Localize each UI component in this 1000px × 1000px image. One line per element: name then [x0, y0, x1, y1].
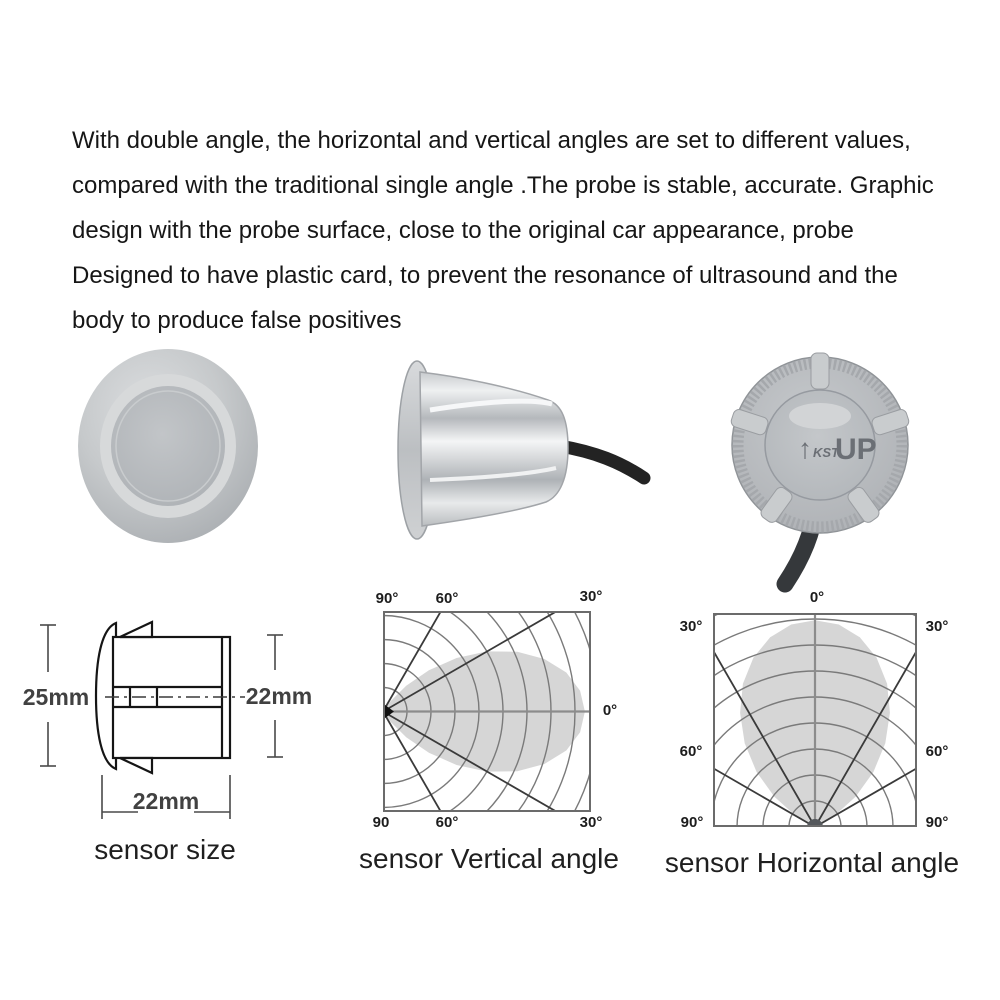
vertical-chart-tick-60-bottom: 60°: [435, 814, 459, 831]
sensor-side-view-image: [390, 350, 660, 540]
horizontal-chart-tick-60-right: 60°: [925, 743, 949, 760]
depth-dimension-label: 22mm: [245, 683, 313, 709]
height-dimension-label: 25mm: [22, 684, 90, 710]
orientation-marking: [798, 433, 877, 466]
up-marking: UP: [835, 433, 877, 466]
housing-tab: [811, 353, 829, 389]
description-line: Designed to have plastic card, to prevent the resonance of ultrasound and the: [72, 262, 898, 289]
product-photo-front-view: [70, 345, 270, 550]
sensor-size-diagram: [22, 612, 328, 824]
size-drawing: [22, 612, 328, 824]
sensor-barrel-body: [420, 372, 568, 526]
description-line: design with the probe surface, close to the original car appearance, probe: [72, 217, 854, 244]
vertical-chart-tick-30-bottom: 30°: [579, 814, 603, 831]
vertical-chart-tick-60-top: 60°: [435, 590, 459, 607]
description-line: body to produce false positives: [72, 307, 402, 334]
vertical-chart-tick-90-bottom: 90: [372, 814, 390, 831]
description-line: compared with the traditional single angle .The probe is stable, accurate. Graphic: [72, 172, 934, 199]
horizontal-chart-caption: sensor Horizontal angle: [664, 847, 960, 878]
sensor-front-view-image: [70, 345, 270, 550]
up-arrow-icon: ↑: [798, 433, 812, 464]
disc-highlight-window: [789, 403, 851, 429]
product-description: [72, 118, 962, 343]
sensor-wire: [560, 446, 644, 478]
vertical-chart-tick-0: 0°: [602, 702, 618, 719]
sensor-membrane: [111, 386, 225, 506]
brand-marking: KST: [813, 445, 839, 460]
vertical-chart-caption: sensor Vertical angle: [359, 843, 619, 874]
product-photo-side-view: [390, 350, 660, 540]
product-photo-back-view: [725, 352, 925, 587]
horizontal-angle-chart: [713, 613, 917, 827]
horizontal-chart-tick-60-left: 60°: [679, 743, 703, 760]
sensor-back-view-image: [725, 352, 925, 587]
horizontal-chart-tick-90-left: 90°: [680, 814, 704, 831]
retainer-clip-bottom: [120, 758, 152, 773]
horizontal-chart-tick-90-right: 90°: [925, 814, 949, 831]
size-diagram-caption: sensor size: [94, 834, 236, 865]
retainer-clip-top: [120, 622, 152, 637]
horizontal-chart-tick-0: 0°: [809, 589, 825, 606]
vertical-chart-tick-30-top: 30°: [579, 588, 603, 605]
horizontal-chart-tick-30-right: 30°: [925, 618, 949, 635]
vertical-angle-chart: [383, 611, 591, 812]
vertical-chart-tick-90-top: 90°: [375, 590, 399, 607]
horizontal-chart-tick-30-left: 30°: [679, 618, 703, 635]
width-dimension-label: 22mm: [132, 788, 200, 814]
description-line: With double angle, the horizontal and vertical angles are set to different values,: [72, 127, 911, 154]
